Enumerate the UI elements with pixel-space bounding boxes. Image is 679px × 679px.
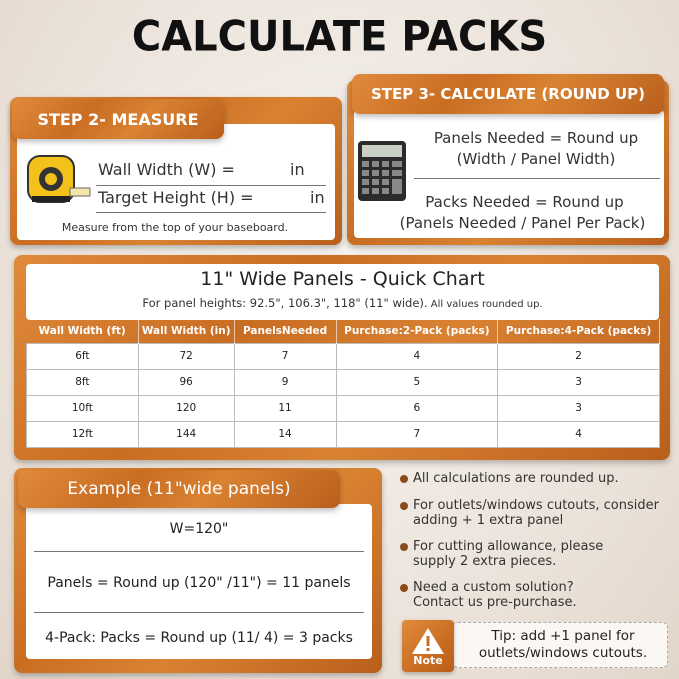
- table-row: [27, 343, 660, 369]
- step2-tab: [12, 99, 224, 139]
- example-tab: [18, 470, 340, 508]
- quick-chart-table: [26, 319, 660, 448]
- table-cell: 4: [336, 343, 498, 369]
- example-width: W=120": [169, 521, 229, 537]
- note-item: [413, 580, 613, 610]
- column-header: Purchase:2-Pack (packs): [336, 319, 498, 343]
- chart-title: 11" Wide Panels - Quick Chart: [200, 268, 485, 290]
- table-cell: 7: [234, 343, 336, 369]
- step2-label: STEP 2- MEASURE: [37, 109, 199, 129]
- example-panels: Panels = Round up (120" /11") = 11 panels: [47, 575, 351, 591]
- step3-tab: [352, 74, 664, 114]
- table-cell: 9: [234, 369, 336, 395]
- table-cell: 6ft: [27, 343, 139, 369]
- note-label: Note: [413, 654, 443, 667]
- table-cell: 5: [336, 369, 498, 395]
- table-cell: 8ft: [27, 369, 139, 395]
- table-cell: 12ft: [27, 421, 139, 447]
- divider: [414, 178, 660, 179]
- tip-text: Tip: add +1 panel for outlets/windows cutouts.: [478, 628, 648, 661]
- packs-formula-line2: (Panels Needed / Panel Per Pack): [399, 214, 646, 232]
- table-row: [27, 421, 660, 447]
- table-cell: 3: [498, 369, 660, 395]
- wall-width-unit: in: [290, 160, 305, 179]
- target-height-label: Target Height (H) =: [98, 188, 254, 207]
- column-header: Wall Width (in): [138, 319, 234, 343]
- divider: [96, 212, 326, 213]
- table-cell: 10ft: [27, 395, 139, 421]
- panels-formula-line2: (Width / Panel Width): [456, 150, 616, 168]
- note-item: [413, 498, 663, 528]
- table-cell: 96: [138, 369, 234, 395]
- wall-width-label: Wall Width (W) =: [98, 160, 235, 179]
- tape-measure-icon: [26, 152, 92, 208]
- table-header-row: [27, 319, 660, 343]
- divider: [96, 185, 326, 186]
- bullet-icon: [400, 584, 408, 592]
- table-cell: 11: [234, 395, 336, 421]
- table-cell: 3: [498, 395, 660, 421]
- step3-label: STEP 3- CALCULATE (ROUND UP): [370, 85, 646, 103]
- table-cell: 14: [234, 421, 336, 447]
- chart-subtitle-main: For panel heights: 92.5", 106.3", 118" (11" wide).: [142, 296, 428, 310]
- table-cell: 2: [498, 343, 660, 369]
- note-item: [413, 471, 663, 486]
- table-cell: 7: [336, 421, 498, 447]
- chart-subtitle: [26, 296, 659, 310]
- example-label: Example (11"wide panels): [67, 479, 291, 499]
- chart-subtitle-note: All values rounded up.: [427, 299, 543, 310]
- note-text: All calculations are rounded up.: [413, 471, 619, 486]
- note-text: Need a custom solution? Contact us pre-purchase.: [413, 580, 577, 610]
- column-header: PanelsNeeded: [234, 319, 336, 343]
- example-packs: 4-Pack: Packs = Round up (11/ 4) = 3 packs: [45, 630, 353, 646]
- note-text: For outlets/windows cutouts, consider adding + 1 extra panel: [413, 498, 659, 528]
- divider: [34, 612, 364, 613]
- bullet-icon: [400, 475, 408, 483]
- table-cell: 6: [336, 395, 498, 421]
- panels-formula-line1: Panels Needed = Round up: [433, 129, 639, 147]
- divider: [34, 551, 364, 552]
- table-row: [27, 395, 660, 421]
- table-cell: 144: [138, 421, 234, 447]
- note-text: For cutting allowance, please supply 2 extra pieces.: [413, 539, 604, 569]
- note-item: [413, 539, 633, 569]
- column-header: Wall Width (ft): [27, 319, 139, 343]
- table-cell: 4: [498, 421, 660, 447]
- target-height-unit: in: [310, 188, 325, 207]
- column-header: Purchase:4-Pack (packs): [498, 319, 660, 343]
- page-title: CALCULATE PACKS: [131, 12, 548, 62]
- packs-formula-line1: Packs Needed = Round up: [425, 193, 624, 211]
- table-cell: 120: [138, 395, 234, 421]
- measure-note: Measure from the top of your baseboard.: [61, 221, 289, 234]
- bullet-icon: [400, 543, 408, 551]
- table-cell: 72: [138, 343, 234, 369]
- bullet-icon: [400, 502, 408, 510]
- table-row: [27, 369, 660, 395]
